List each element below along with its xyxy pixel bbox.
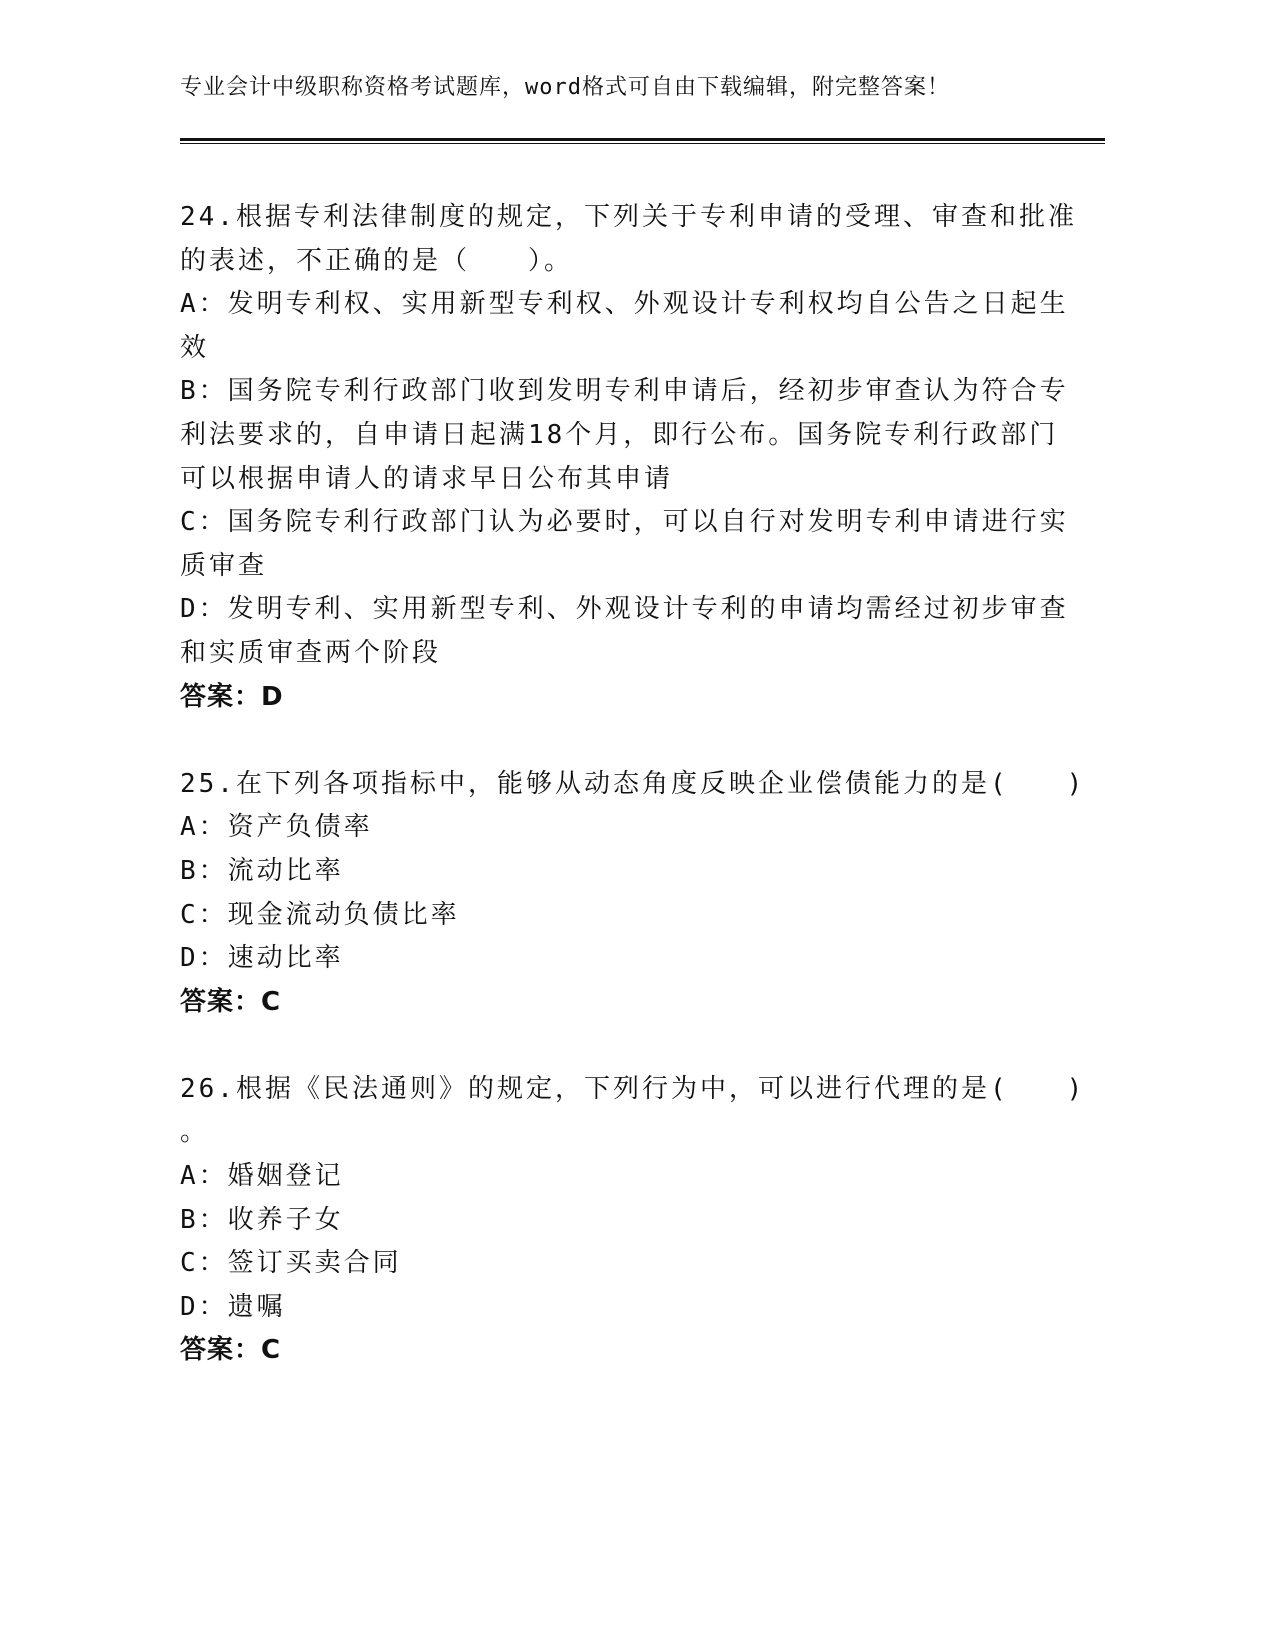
option-line: B：国务院专利行政部门收到发明专利申请后，经初步审查认为符合专 <box>180 376 1069 407</box>
option-line: A：婚姻登记 <box>180 1161 344 1192</box>
option-line: B：流动比率 <box>180 855 344 886</box>
question-stem-line: 24.根据专利法律制度的规定，下列关于专利申请的受理、审查和批准 <box>180 202 1077 232</box>
option-line: A：资产负债率 <box>180 812 373 843</box>
question-stem-line: 25.在下列各项指标中，能够从动态角度反映企业偿债能力的是( ) <box>180 768 1086 799</box>
question-stem-line: 26.根据《民法通则》的规定，下列行为中，可以进行代理的是( ) <box>180 1073 1086 1104</box>
option-line: D：速动比率 <box>180 943 344 974</box>
question-stem-line: 的表述，不正确的是（ ）。 <box>180 245 574 276</box>
option-line: D：发明专利、实用新型专利、外观设计专利的申请均需经过初步审查 <box>180 594 1069 625</box>
question-list <box>180 196 1086 1417</box>
question-stem-line: 。 <box>180 1117 210 1148</box>
option-line: 效 <box>180 332 210 363</box>
question-24 <box>180 196 1077 719</box>
header-divider-thin-line <box>180 143 1105 144</box>
header-divider-thick-line <box>180 138 1105 141</box>
option-line: C：国务院专利行政部门认为必要时，可以自行对发明专利申请进行实 <box>180 507 1069 538</box>
question-25 <box>180 763 1086 1025</box>
option-line: 利法要求的，自申请日起满18个月，即行公布。国务院专利行政部门 <box>180 419 1059 450</box>
option-line: B：收养子女 <box>180 1204 344 1235</box>
option-line: C：现金流动负债比率 <box>180 899 460 930</box>
option-line: 可以根据申请人的请求早日公布其申请 <box>180 463 674 494</box>
option-line: 质审查 <box>180 550 268 581</box>
option-line: C：签订买卖合同 <box>180 1248 402 1279</box>
answer-label: 答案：C <box>180 1335 282 1366</box>
answer-label: 答案：C <box>180 986 282 1017</box>
option-line: A：发明专利权、实用新型专利权、外观设计专利权均自公告之日起生 <box>180 289 1069 320</box>
question-26 <box>180 1068 1086 1373</box>
header-divider <box>180 138 1105 145</box>
page-header: 专业会计中级职称资格考试题库，word格式可自由下载编辑，附完整答案！ <box>180 75 950 100</box>
option-line: D：遗嘱 <box>180 1291 286 1322</box>
answer-label: 答案：D <box>180 681 284 712</box>
option-line: 和实质审查两个阶段 <box>180 637 442 668</box>
